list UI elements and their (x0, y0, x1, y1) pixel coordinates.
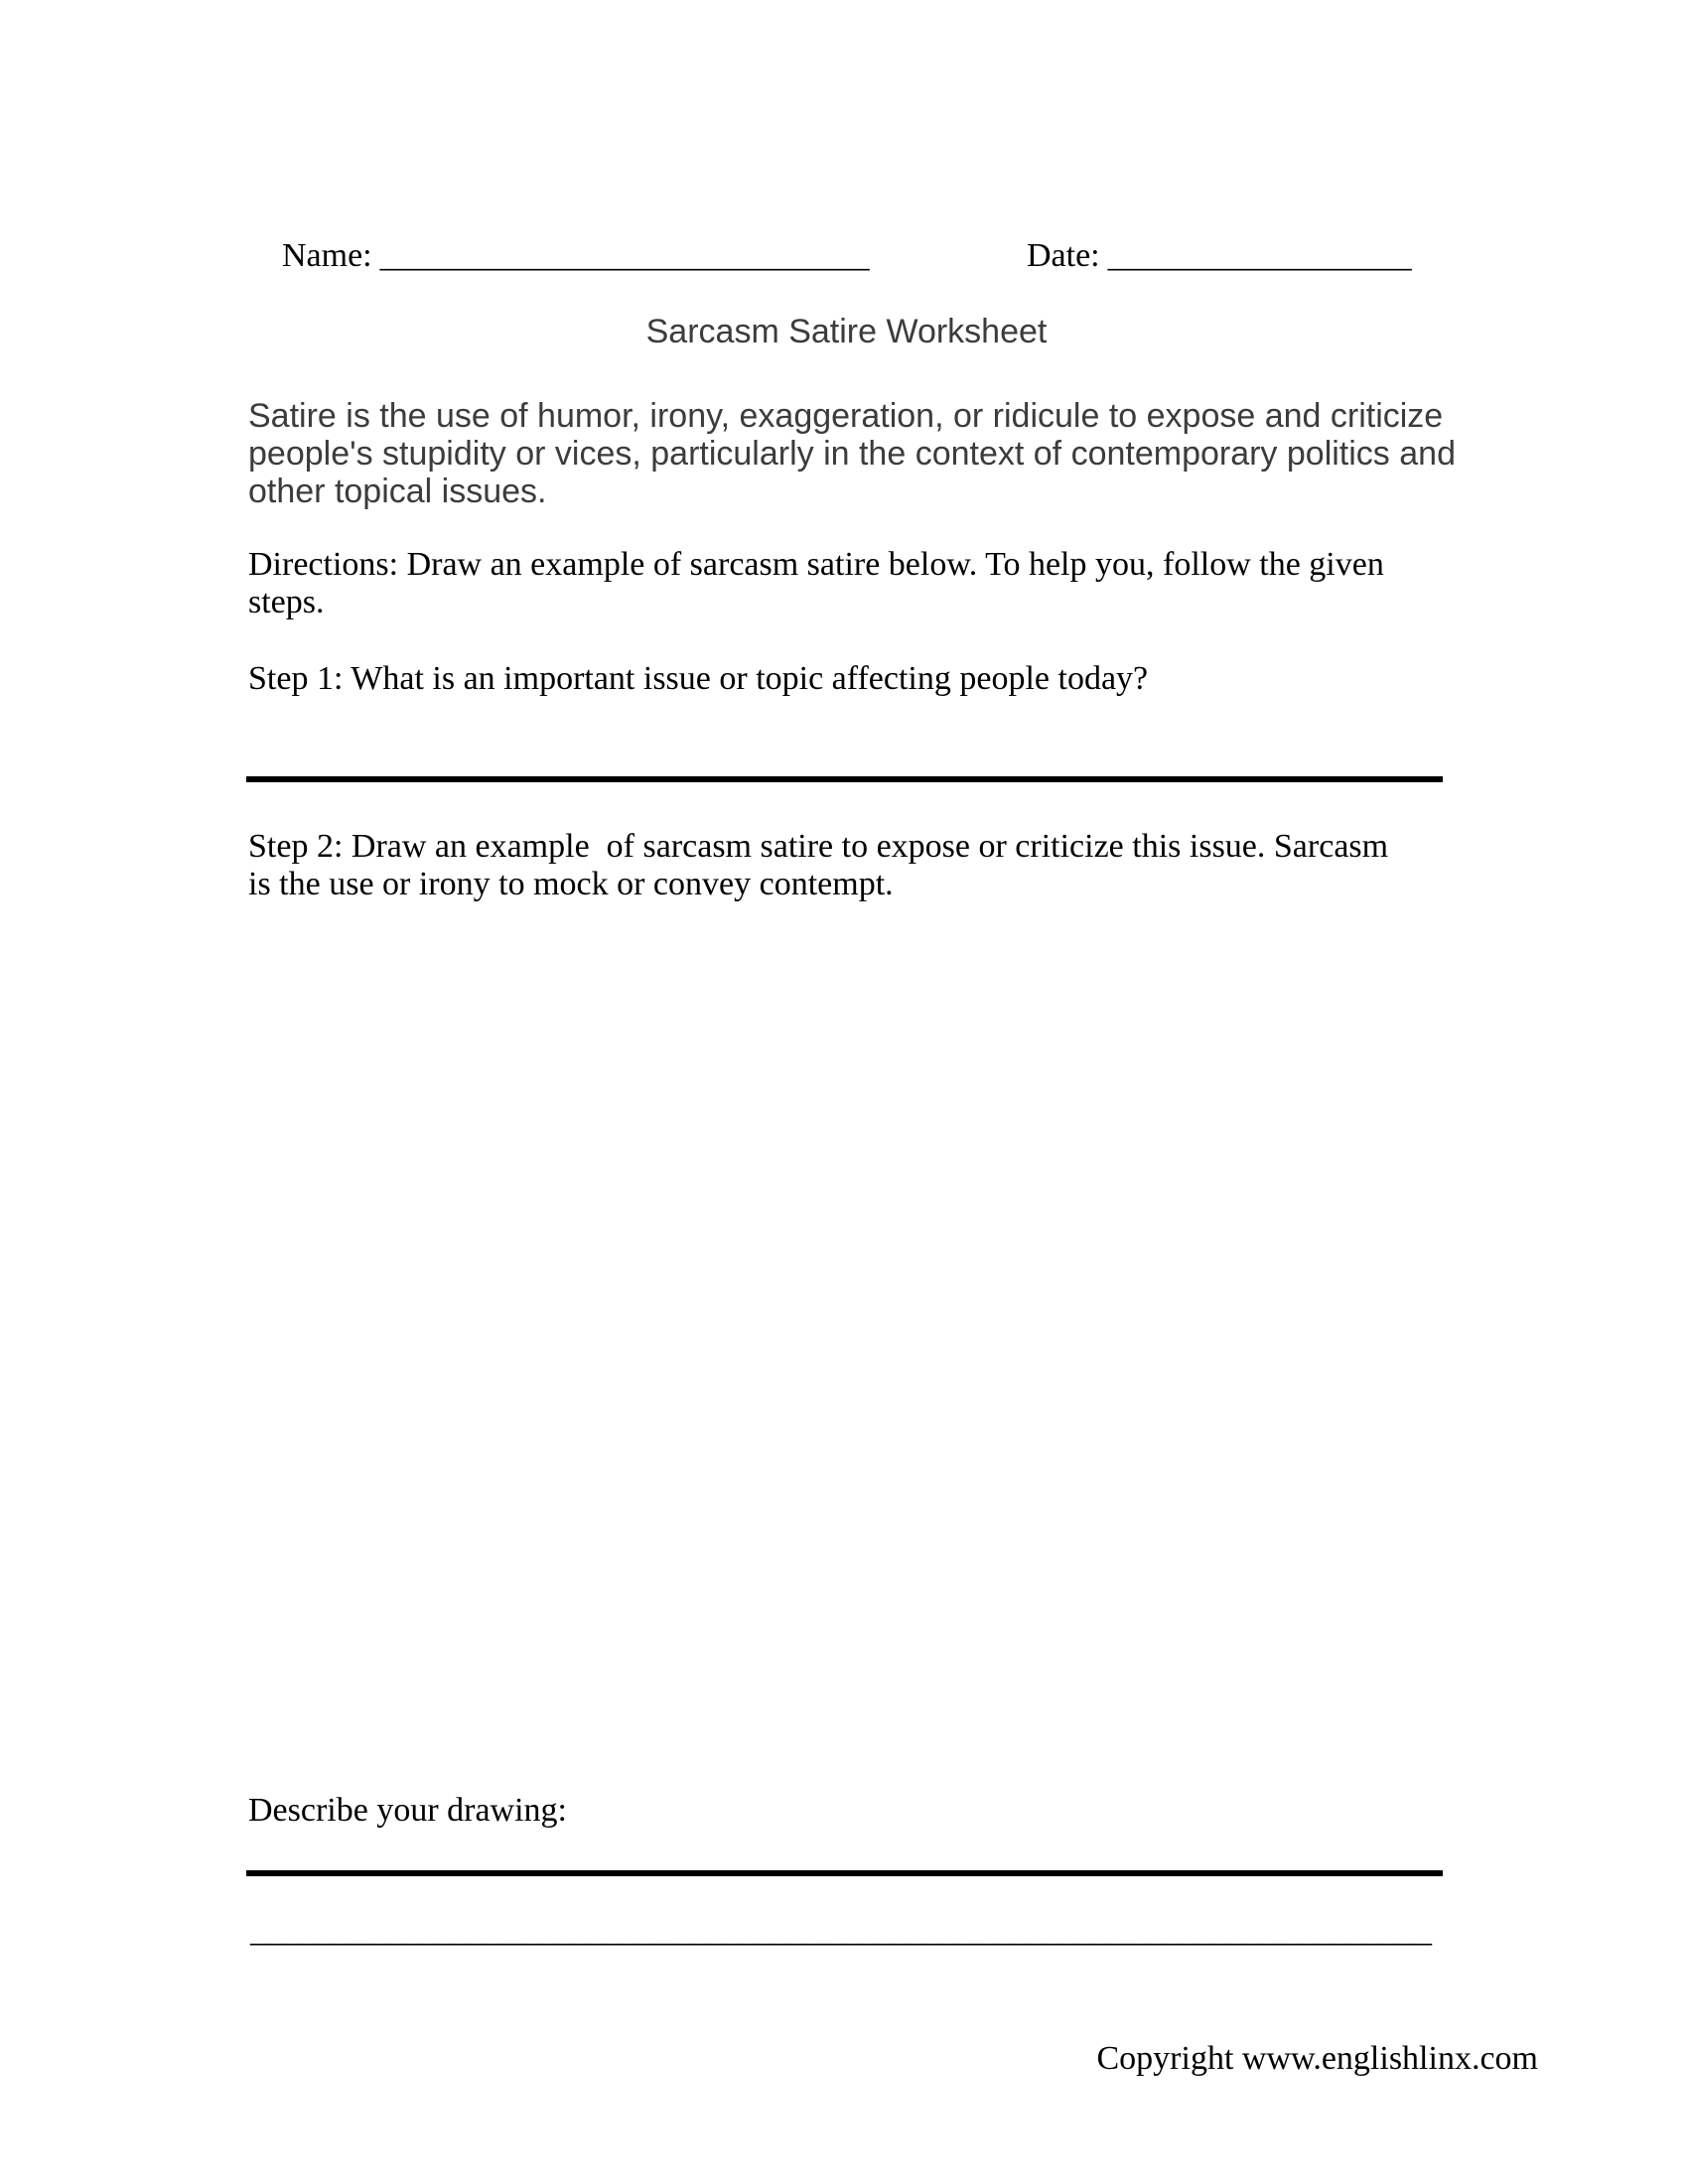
drawing-area (248, 913, 1445, 1767)
step2-line-2: is the use or irony to mock or convey contempt. (248, 866, 894, 902)
step2-prompt (248, 828, 1388, 903)
step1-prompt: Step 1: What is an important issue or topic affecting people today? (248, 660, 1149, 697)
describe-drawing-label: Describe your drawing: (248, 1792, 568, 1829)
step1-answer-rule (246, 776, 1443, 782)
copyright-text: Copyright www.englishlinx.com (1096, 2040, 1538, 2077)
describe-blank-line: ______________________________________________________________________ (250, 1912, 1432, 1949)
definition-line-1: Satire is the use of humor, irony, exaggeration, or ridicule to expose and criticize (248, 397, 1444, 435)
definition-line-2: people's stupidity or vices, particularly in the context of contemporary politics and (248, 435, 1456, 473)
directions-paragraph (248, 546, 1384, 621)
describe-answer-rule (246, 1870, 1443, 1876)
directions-line-1: Directions: Draw an example of sarcasm satire below. To help you, follow the given (248, 546, 1384, 583)
date-field-group (993, 200, 1412, 313)
page-title: Sarcasm Satire Worksheet (645, 313, 1048, 350)
definition-paragraph (248, 397, 1456, 510)
name-label: Name: (282, 237, 372, 274)
definition-line-3: other topical issues. (248, 473, 547, 510)
date-blank-line: __________________ (1107, 237, 1412, 274)
name-blank-line: _____________________________ (379, 237, 870, 274)
name-field-group (248, 200, 870, 313)
step2-line-1: Step 2: Draw an example of sarcasm satire to expose or criticize this issue. Sarcasm (248, 828, 1389, 865)
date-label: Date: (1027, 237, 1100, 274)
directions-line-2: steps. (248, 584, 325, 620)
